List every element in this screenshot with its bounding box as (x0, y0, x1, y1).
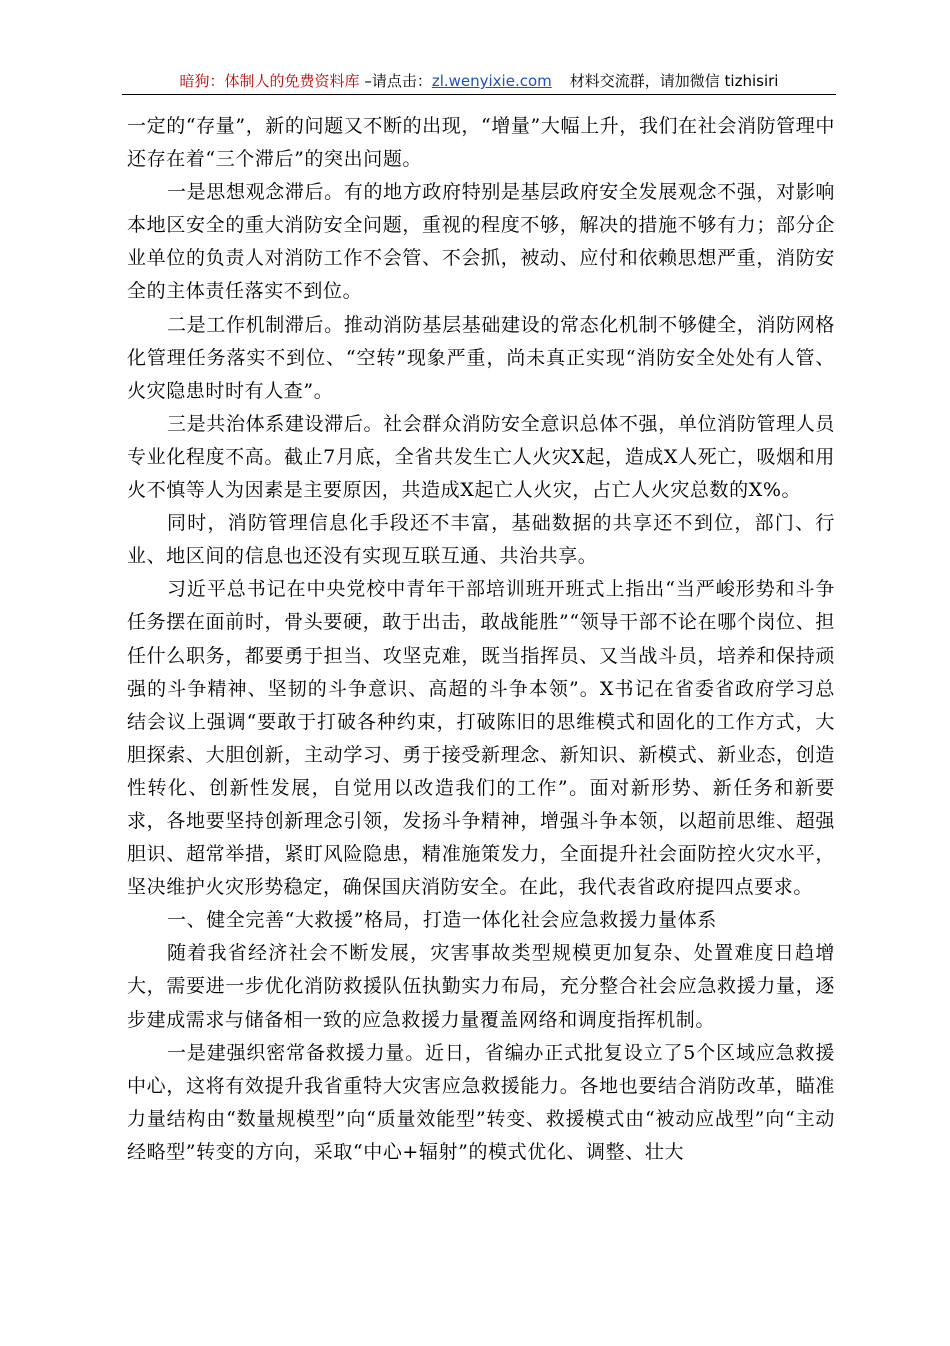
paragraph-rescue-force: 一是建强织密常备救援力量。近日，省编办正式批复设立了5个区域应急救援中心，这将有效提升我省重特大灾害应急救援能力。各地也要结合消防改革，瞄准力量结构由“数量规模型”向“质量效能型”转变、救援模式由“被动应战型”向“主动经略型”转变的方向，采取“中心+辐射”的模式优化、调整、壮大 (127, 1041, 835, 1163)
paragraph-speech-quote: 习近平总书记在中央党校中青年干部培训班开班式上指出“当严峻形势和斗争任务摆在面前时，骨头要硬，敢于出击，敢战能胜”“领导干部不论在哪个岗位、担任什么职务，都要勇于担当、攻坚克难，既当指挥员、又当战斗员，培养和保持顽强的斗争精神、坚韧的斗争意识、高超的斗争本领”。X书记在省委省政府学习总结会议上强调“要敢于打破各种约束，打破陈旧的思维模式和固化的工作方式，大胆探索、大胆创新，主动学习、勇于接受新理念、新知识、新模式、新业态，创造性转化、创新性发展，自觉用以改造我们的工作”。面对新形势、新任务和新要求，各地要坚持创新理念引领，发扬斗争精神，增强斗争本领，以超前思维、超强胆识、超常举措，紧盯风险隐患，精准施策发力，全面提升社会面防控火灾水平，坚决维护火灾形势稳定，确保国庆消防安全。在此，我代表省政府提四点要求。 (127, 578, 835, 899)
document-body (127, 110, 835, 1169)
header-link[interactable]: zl.wenyixie.com (431, 72, 552, 90)
paragraph-mechanism-lag: 二是工作机制滞后。推动消防基层基础建设的常态化机制不够健全，消防网格化管理任务落实不到位、“空转”现象严重，尚未真正实现“消防安全处处有人管、火灾隐患时时有人查”。 (127, 313, 835, 402)
paragraph-rescue-intro: 随着我省经济社会不断发展，灾害事故类型规模更加复杂、处置难度日趋增大，需要进一步优化消防救援队伍执勤实力布局，充分整合社会应急救援力量，逐步建成需求与储备相一致的应急救援力量覆盖网络和调度指挥机制。 (127, 942, 835, 1031)
section-heading-1: 一、健全完善“大救援”格局，打造一体化社会应急救援力量体系 (167, 909, 717, 932)
header-group-text: 材料交流群，请加微信 tizhisiri (569, 72, 779, 90)
paragraph-continuation: 一定的“存量”，新的问题又不断的出现，“增量”大幅上升，我们在社会消防管理中还存在着“三个滞后”的突出问题。 (127, 115, 835, 171)
paragraph-governance-lag: 三是共治体系建设滞后。社会群众消防安全意识总体不强，单位消防管理人员专业化程度不高。截止7月底，全省共发生亡人火灾X起，造成X人死亡，吸烟和用火不慎等人为因素是主要原因，共造成X起亡人火灾，占亡人火灾总数的X%。 (127, 412, 835, 502)
paragraph-ideology-lag: 一是思想观念滞后。有的地方政府特别是基层政府安全发展观念不强，对影响本地区安全的重大消防安全问题，重视的程度不够，解决的措施不够有力；部分企业单位的负责人对消防工作不会管、不会抓，被动、应付和依赖思想严重，消防安全的主体责任落实不到位。 (127, 181, 835, 303)
header-click-prompt: –请点击： (359, 72, 432, 90)
header-site-name: 暗狗：体制人的免费资料库 (179, 72, 360, 90)
paragraph-informatization: 同时，消防管理信息化手段还不丰富，基础数据的共享还不到位，部门、行业、地区间的信息也还没有实现互联互通、共治共享。 (127, 512, 835, 568)
page-header (122, 68, 836, 95)
